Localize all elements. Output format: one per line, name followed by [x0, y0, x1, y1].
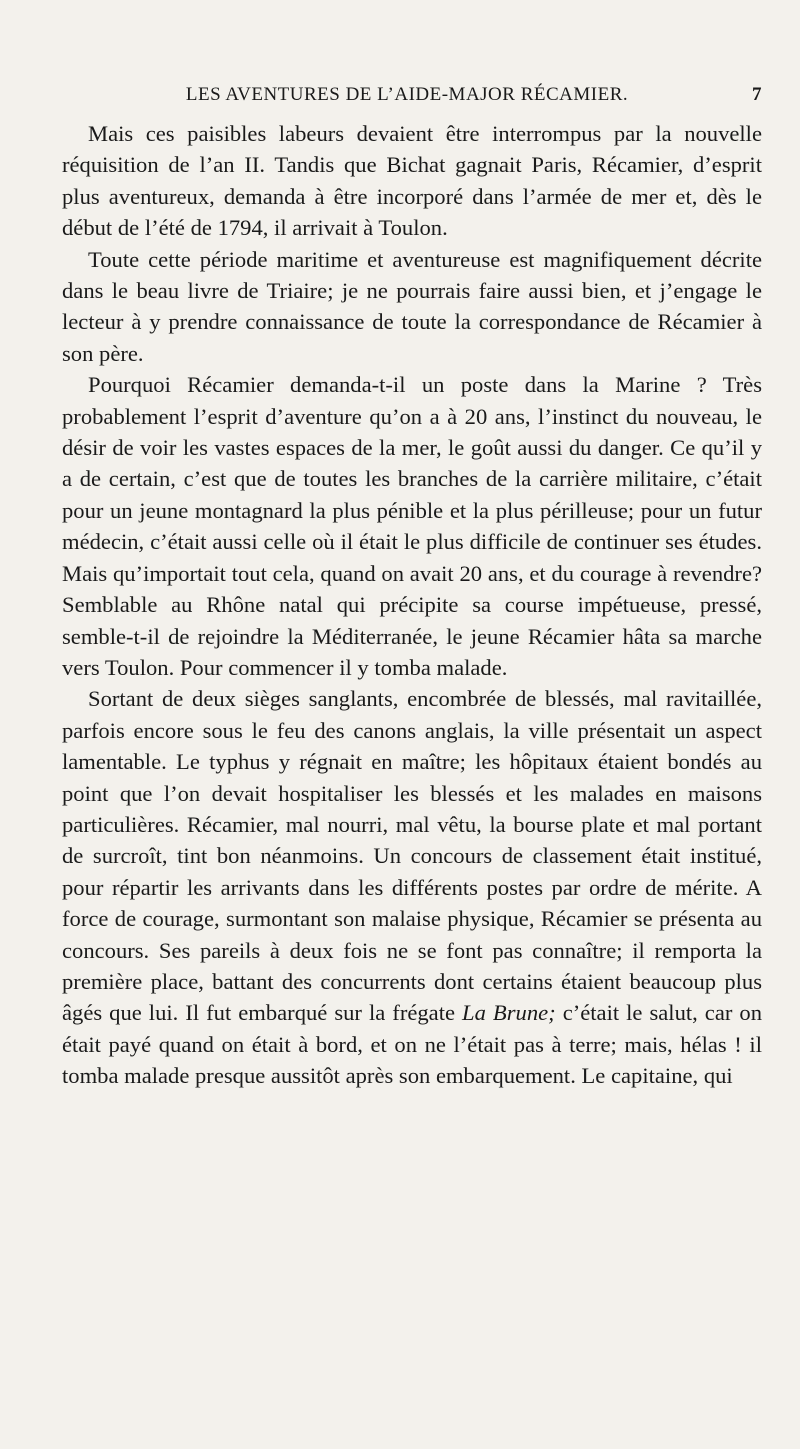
- page-number: 7: [752, 84, 762, 105]
- paragraph-4-text: Sortant de deux sièges sanglants, encombrée de blessés, mal ravitaillée, parfois encore sous le feu des canons anglais, la ville présentait un aspect lamentable. Le typhus y régnait en maître; les hôpitaux étaient bondés au point que l’on devait hospitaliser les blessés et les malades en maisons particulières. Récamier, mal nourri, mal vêtu, la bourse plate et mal portant de surcroît, tint bon néanmoins. Un concours de classement était institué, pour répartir les arrivants dans les différents postes par ordre de mérite. A force de courage, surmontant son malaise physique, Récamier se présenta au concours. Ses pareils à deux fois ne se font pas connaître; il remporta la première place, battant des concurrents dont certains étaient beaucoup plus âgés que lui. Il fut embarqué sur la frégate: [62, 686, 762, 1026]
- running-title: LES AVENTURES DE L’AIDE-MAJOR RÉCAMIER.: [185, 84, 629, 105]
- running-header: [62, 84, 762, 118]
- paragraph-4: [62, 683, 762, 1091]
- ship-name: La Brune;: [462, 1000, 556, 1026]
- page-body: [62, 118, 762, 1092]
- paragraph-1: Mais ces paisibles labeurs devaient être interrompus par la nouvelle réquisition de l’an II. Tandis que Bichat gagnait Paris, Récamier, d’esprit plus aventureux, demanda à être incorporé dans l’armée de mer et, dès le début de l’été de 1794, il arrivait à Toulon.: [62, 121, 762, 241]
- paragraph-3: Pourquoi Récamier demanda-t-il un poste dans la Marine ? Très probablement l’esprit d’aventure qu’on a à 20 ans, l’instinct du nouveau, le désir de voir les vastes espaces de la mer, le goût aussi du danger. Ce qu’il y a de certain, c’est que de toutes les branches de la carrière militaire, c’était pour un jeune montagnard la plus pénible et la plus périlleuse; pour un futur médecin, c’était aussi celle où il était le plus difficile de continuer ses études. Mais qu’importait tout cela, quand on avait 20 ans, et du courage à revendre? Semblable au Rhône natal qui précipite sa course impétueuse, pressé, semble-t-il de rejoindre la Méditerranée, le jeune Récamier hâta sa marche vers Toulon. Pour commencer il y tomba malade.: [62, 372, 762, 680]
- paragraph-2: Toute cette période maritime et aventureuse est magnifiquement décrite dans le beau livre de Triaire; je ne pourrais faire aussi bien, et j’engage le lecteur à y prendre connaissance de toute la correspondance de Récamier à son père.: [62, 246, 762, 366]
- paragraph-4-continuation: c’était le salut, car on était payé quand on était à bord, et on ne l’était pas à terre; mais, hélas ! il tomba malade presque aussitôt après son embarquement. Le capitaine, qui: [62, 1000, 762, 1089]
